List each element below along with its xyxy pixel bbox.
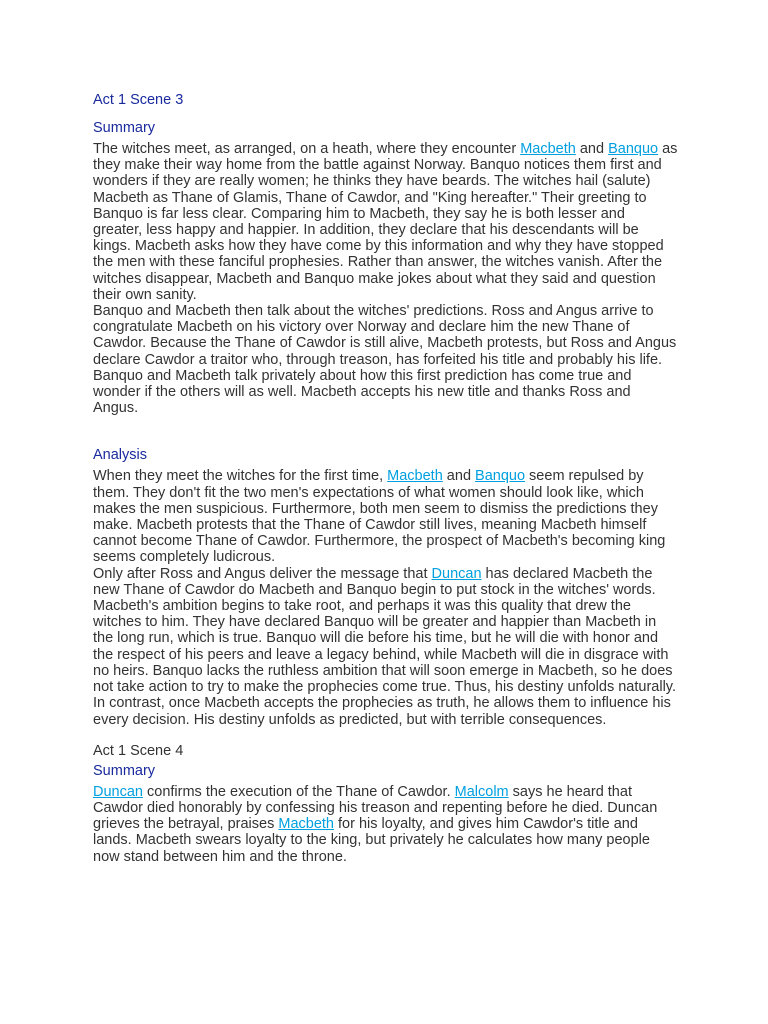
scene3-summary-paragraph-2: Banquo and Macbeth then talk about the witches' predictions. Ross and Angus arrive to congratulate Macbeth on his victory over Norway and declare him the new Thane of Cawdor. Because the Thane of Cawdor is still alive, Macbeth protests, but Ross and Angus declare Cawdor a traitor who, through treason, has forfeited his title and probably his life. Banquo and Macbeth talk privately about how this first prediction has come true and wonder if the others will as well. Macbeth accepts his new title and thanks Ross and Angus.	[93, 303, 677, 417]
link-macbeth[interactable]: Macbeth	[387, 468, 443, 485]
text-run: for his loyalty, and gives him Cawdor's title and lands. Macbeth swears loyalty to the king, but privately he calculates how many people now stand between him and the throne.	[93, 816, 650, 865]
link-banquo[interactable]: Banquo	[608, 141, 659, 157]
scene3-summary-heading: Summary	[93, 120, 156, 136]
text-run: says he heard that Cawdor died honorably by confessing his treason and repenting before he died. Duncan grieves the betrayal, praises	[93, 783, 658, 833]
text-run: seem repulsed by them. They don't fit the two men's expectations of what women should look like, which makes the men suspicious. Furthermore, both men seem to dismiss the predictions they make. Macbeth protests that the Thane of Cawdor still lives, meaning Macbeth himself cannot become Thane of Cawdor. Furthermore, the prospect of Macbeth's becoming king seems completely ludicrous.	[93, 468, 666, 566]
text-run: and	[575, 141, 609, 157]
text-run: When they meet the witches for the first time,	[93, 468, 388, 485]
link-malcolm[interactable]: Malcolm	[454, 783, 509, 800]
text-run: The witches meet, as arranged, on a heath, where they encounter	[93, 141, 521, 157]
scene3-summary-paragraph-1	[93, 141, 678, 303]
scene3-analysis-heading: Analysis	[93, 447, 147, 464]
link-banquo[interactable]: Banquo	[475, 468, 526, 485]
scene3-analysis-paragraph-1	[93, 468, 678, 565]
scene4-title: Act 1 Scene 4	[93, 742, 184, 759]
text-run: as they make their way home from the battle against Norway. Banquo notices them first and wonders if they are really women; he thinks they have beards. The witches hail (salute) Macbeth as Thane of Glamis, Thane of Cawdor, and "King hereafter." Their greeting to Banquo is far less clear. Comparing him to Macbeth, they say he is both lesser and greater, less happy and happier. In addition, they declare that his descendants will be kings. Macbeth asks how they have come by this information and why they have stopped the men with these fanciful prophesies. Rather than answer, the witches vanish. After the witches disappear, Macbeth and Banquo make jokes about what they said and question their own sanity.	[93, 141, 678, 303]
text-run: Only after Ross and Angus deliver the message that	[93, 565, 432, 582]
scene3-analysis-paragraph-2	[93, 566, 678, 728]
text-run: has declared Macbeth the new Thane of Cawdor do Macbeth and Banquo begin to put stock in the witches' words. Macbeth's ambition begins to take root, and perhaps it was this quality that drew the witches to him. They have declared Banquo will be greater and happier than Macbeth in the long run, which is true. Banquo will die before his time, but he will die with honor and the respect of his peers and leave a legacy behind, while Macbeth will die in disgrace with no heirs. Banquo lacks the ruthless ambition that will soon emerge in Macbeth, so he does not take action to try to make the prophecies come true. Thus, his destiny unfolds naturally. In contrast, once Macbeth accepts the prophecies as truth, he allows them to influence his every decision. His destiny unfolds as predicted, but with terrible consequences.	[93, 565, 676, 728]
scene4-summary-heading: Summary	[93, 762, 156, 779]
scene3-title: Act 1 Scene 3	[93, 92, 184, 108]
link-macbeth[interactable]: Macbeth	[278, 816, 334, 833]
link-duncan[interactable]: Duncan	[431, 565, 482, 582]
text-run: and	[442, 468, 476, 485]
text-run: confirms the execution of the Thane of Cawdor.	[142, 783, 455, 800]
scene4-summary-paragraph-1	[93, 784, 678, 865]
link-duncan[interactable]: Duncan	[93, 783, 143, 800]
document-page	[93, 91, 678, 865]
link-macbeth[interactable]: Macbeth	[520, 141, 576, 157]
